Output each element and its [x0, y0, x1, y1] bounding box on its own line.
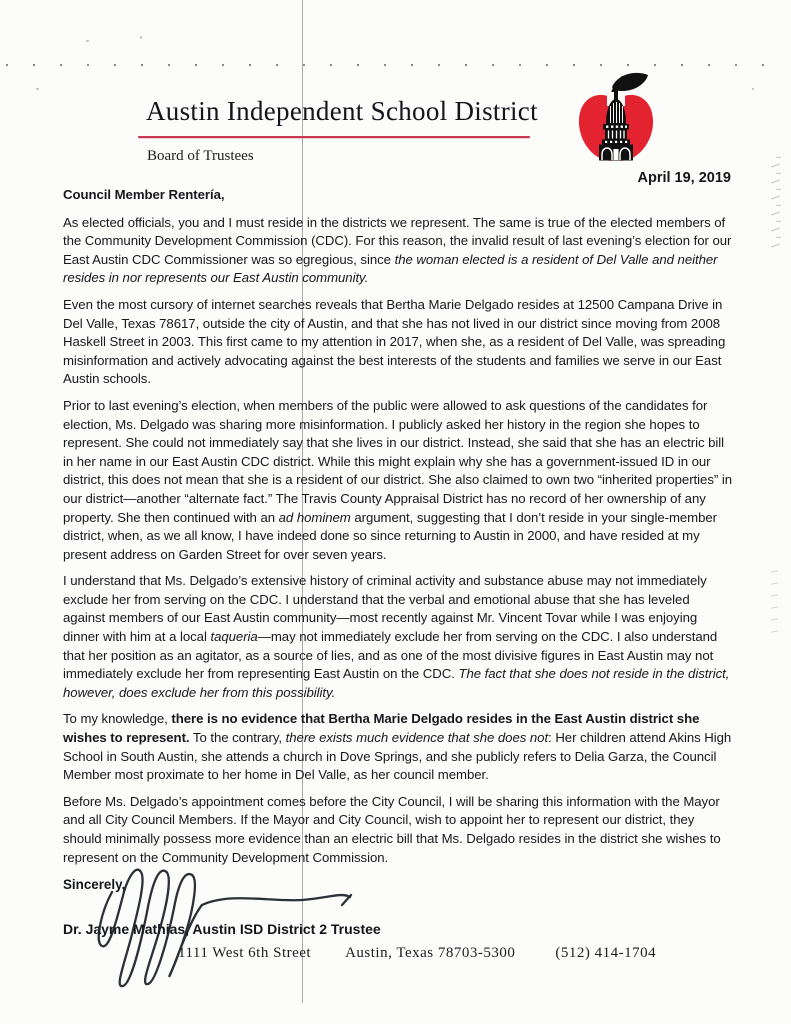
paragraph-text-italic: there exists much evidence that she does not — [285, 730, 549, 746]
signatory-name-line: Dr. Jayme Mathias, Austin ISD District 2 Trustee — [63, 921, 381, 937]
paragraph-text: To my knowledge, — [63, 711, 172, 727]
paragraph-text-italic: The fact that she does not reside in the district, however, does exclude her from this possibility. — [63, 666, 730, 700]
scan-edge-marks — [765, 150, 787, 340]
letter-date: April 19, 2019 — [637, 170, 731, 186]
paragraph-text-italic: ad hominem — [278, 509, 351, 525]
organization-title: Austin Independent School District — [146, 96, 538, 126]
letter-body — [63, 186, 733, 875]
division-label: Board of Trustees — [147, 148, 254, 164]
paragraph-text-italic: taqueria — [210, 629, 258, 645]
paragraph-text: As elected officials, you and I must reside in the districts we represent. The same is true of the elected members of the Community Development Commission (CDC). For this reason, the invalid result of last evening’s election for our East Austin CDC Commissioner was so egregious, since — [63, 214, 732, 267]
paragraph-text: Even the most cursory of internet searches reveals that Bertha Marie Delgado resides at 12500 Campana Drive in Del Valle, Texas 78617, outside the city of Austin, and that she has not lived in our district since moving from 2008 Haskell Street in 2003. This first came to my attention in 2017, when she, as a resident of Del Valle, was spreading misinformation and actively advocating against the best interests of the students and families we serve in our East Austin schools. — [63, 296, 726, 387]
handwritten-signature — [84, 858, 394, 993]
paragraph-text: To the contrary, — [189, 730, 286, 746]
letter-paragraph-3 — [63, 397, 733, 564]
letter-paragraph-5 — [63, 710, 733, 784]
perforation-dots — [6, 64, 783, 66]
closing-word: Sincerely, — [63, 877, 126, 892]
footer-street: 1111 West 6th Street — [178, 945, 312, 961]
salutation: Council Member Rentería, — [63, 187, 225, 202]
footer-phone: (512) 414-1704 — [555, 945, 657, 961]
paragraph-text: Before Ms. Delgado’s appointment comes before the City Council, I will be sharing this information with the Mayor and all City Council Members. If the Mayor and City Council, wish to appoint her to represent our district, they should minimally possess more evidence than an electric bill that Ms. Delgado resides in the district she wishes to represent on the Community Development Commission. — [63, 793, 721, 865]
scan-speck — [140, 36, 142, 39]
letter-paragraph-4 — [63, 572, 733, 702]
paragraph-text: argument, suggesting that I don’t reside in your single-member district, when, as we all know, I have indeed done so since returning to Austin in 2000, and have resided at my present address on Garden Street for over seven years. — [63, 509, 718, 562]
apple-with-texas-capitol-icon — [574, 72, 658, 172]
scan-speck — [36, 88, 39, 90]
paragraph-text-bold: there is no evidence that Bertha Marie Delgado resides in the East Austin district she wishes to represent. — [63, 711, 700, 746]
letterhead-rule-bar — [138, 136, 530, 138]
letter-paragraph-2 — [63, 296, 733, 389]
paragraph-text: Prior to last evening’s election, when members of the public were allowed to ask questions of the candidates for election, Ms. Delgado was sharing more misinformation. I publicly asked her history in the region she hopes to represent. She could not immediately say that she lives in our district. Instead, she said that she has an electric bill in her name in our East Austin CDC district. While this might explain why she has a government-issued ID in our district, this does not mean that she is a resident of our district. She also claimed to own two “inherited properties” in our district—another “alternate fact.” The Travis County Appraisal District has no record of her ownership of any property. She then continued with an — [63, 397, 732, 525]
letter-paragraph-6 — [63, 793, 733, 867]
scan-speck — [752, 88, 754, 90]
letterhead-rule — [138, 136, 530, 139]
scan-edge-marks — [767, 560, 783, 680]
paragraph-text: I understand that Ms. Delgado’s extensive history of criminal activity and substance abuse may not immediately exclude her from serving on the CDC. I understand that the verbal and emotional abuse that she has leveled against members of our East Austin community—most recently against Mr. Vincent Tovar while I was enjoying dinner with him at a local — [63, 573, 707, 645]
paragraph-text: —may not immediately exclude her from serving on the CDC. I also understand that her position as an agitator, as a source of lies, and as one of the most divisive figures in East Austin may not immediately exclude her from representing East Austin on the CDC. — [63, 629, 718, 682]
letter-paragraph-1 — [63, 214, 733, 288]
footer-city: Austin, Texas 78703-5300 — [345, 945, 516, 961]
paragraph-text-italic: the woman elected is a resident of Del Valle and neither resides in nor represents our East Austin community. — [63, 251, 718, 286]
scan-speck — [86, 40, 89, 42]
paragraph-text: : Her children attend Akins High School in South Austin, she attends a church in Dove Springs, and she publicly refers to Delia Garza, the Council Member most proximate to her home in Del Valle, as her council member. — [63, 730, 732, 783]
